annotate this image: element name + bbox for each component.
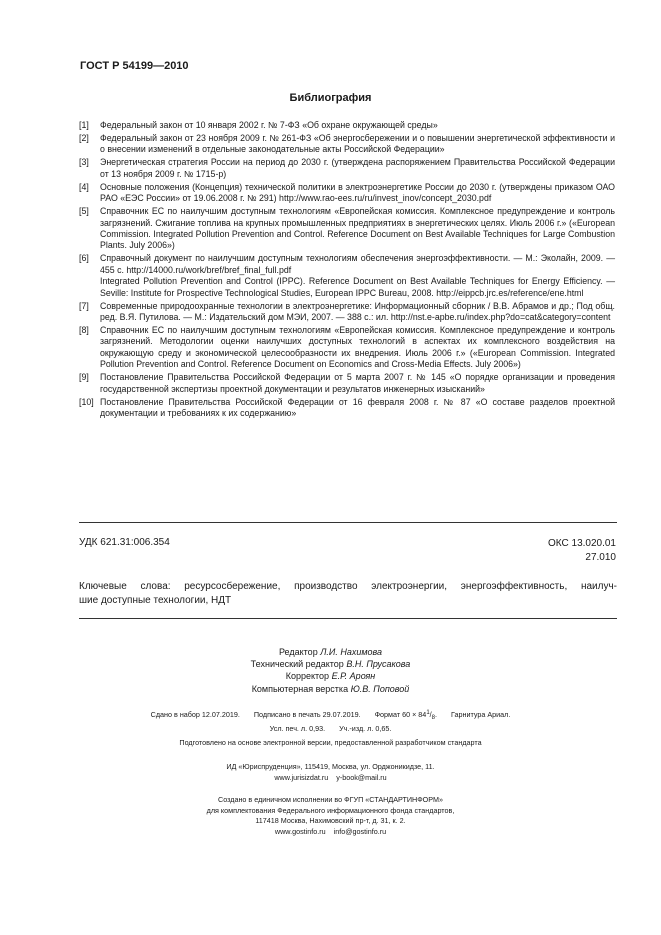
udk-code: УДК 621.31:006.354 xyxy=(79,537,170,548)
bibliography-entry xyxy=(79,253,615,299)
bibliography-title: Библиография xyxy=(289,92,372,104)
bibliography-entry-number: [8] xyxy=(79,325,89,336)
oks-line-1: ОКС 13.020.01 xyxy=(548,538,616,549)
oks-code xyxy=(548,537,616,565)
imprint-row-1: Сдано в набор 12.07.2019. Подписано в печать 29.07.2019. Формат $60 \times 84^1/_8$. Гарнитура Ариал. xyxy=(150,710,511,721)
bibliography-entry-number: [2] xyxy=(79,133,89,143)
publisher-contacts xyxy=(0,773,661,784)
credits-block xyxy=(0,646,661,695)
imprint-format-suffix: . xyxy=(435,710,437,719)
credit-tech-editor-label: Технический редактор xyxy=(250,659,344,670)
imprint-row-2 xyxy=(0,724,661,735)
created-line-2: для комплектования Федерального информационного фонда стандартов, xyxy=(206,805,455,815)
created-line-1: Создано в единичном исполнении во ФГУП «СТАНДАРТИНФОРМ» xyxy=(218,795,443,804)
bibliography-list xyxy=(79,120,615,421)
publisher-site-link[interactable]: www.jurisizdat.ru xyxy=(274,772,329,782)
bibliography-entry-text: Постановление Правительства Российской Федерации от 5 марта 2007 г. № 145 «О порядке организации и проведения государственной экспертизы проектной документации и результатов инженерных изысканий» xyxy=(100,372,615,394)
bibliography-entry xyxy=(79,206,615,252)
credit-corrector xyxy=(0,670,661,682)
credit-corrector-label: Корректор xyxy=(285,671,330,682)
bibliography-entry-text: Integrated Pollution Prevention and Control (IPPC). Reference Document on Best Available Techniques for Energy Efficiency. — Seville: Institute for Prospective Technological Studies, European IPPC Bureau, 2008. http://eippcb.jrc.es/reference/ene.html xyxy=(100,276,615,298)
imprint-sign-date: Подписано в печать 29.07.2019. xyxy=(253,710,361,719)
credit-editor xyxy=(0,646,661,658)
imprint-set-date: Сдано в набор 12.07.2019. xyxy=(150,710,240,719)
credit-tech-editor xyxy=(0,658,661,670)
credit-corrector-name: Е.Р. Ароян xyxy=(331,671,376,682)
bibliography-entry-number: [7] xyxy=(79,300,89,311)
created-email-link[interactable]: info@gostinfo.ru xyxy=(333,826,387,836)
bibliography-entry-number: [9] xyxy=(79,372,89,383)
standard-header: ГОСТ Р 54199—2010 xyxy=(80,60,189,72)
bibliography-entry xyxy=(79,157,615,180)
divider-bottom xyxy=(79,618,617,619)
bibliography-entry-text: Федеральный закон от 10 января 2002 г. № 7-ФЗ «Об охране окружающей среды» xyxy=(100,120,438,130)
created-contacts xyxy=(0,827,661,838)
bibliography-entry-number: [4] xyxy=(79,181,89,192)
bibliography-entry-text: Справочный документ по наилучшим доступным технологиям обеспечения энергоэффективности. — М.: Эколайн, 2009. — 455 с. http://14000.ru/work/bref/bref_final_full.pdf xyxy=(100,253,615,275)
imprint-prepared: Подготовлено на основе электронной версии, предоставленной разработчиком стандарта xyxy=(179,738,482,747)
bibliography-entry-text: Современные природоохранные технологии в электроэнергетике: Информационный сборник / В.В. Абрамов и др.; Под общ. ред. В.Я. Путилова. — М.: Издательский дом МЭИ, 2007. — 388 с.: ил. http://nst.e-apbe.ru/index.php?do=cat&category=content xyxy=(100,300,615,323)
publisher-block xyxy=(0,762,661,783)
bibliography-entry-text: Основные положения (Концепция) технической политики в электроэнергетике России до 2030 г. (утверждены приказом ОАО РАО «ЕЭС России» от 19.06.2008 г. № 291) http://www.rao-ees.ru/ru/invest_inov/concept_2030.pdf xyxy=(100,181,615,204)
credit-layout-name: Ю.В. Поповой xyxy=(350,683,410,694)
oks-line-2: 27.010 xyxy=(585,552,616,563)
imprint-format: Формат 60 × 84 xyxy=(374,710,427,719)
credit-tech-editor-name: В.Н. Прусакова xyxy=(346,659,411,670)
bibliography-entry xyxy=(79,133,615,156)
credit-editor-name: Л.И. Нахимова xyxy=(320,647,383,657)
bibliography-entry-text: Энергетическая стратегия России на период до 2030 г. (утверждена распоряжением Правительства Российской Федерации от 13 ноября 2009 г. № 1715-р) xyxy=(100,157,615,179)
keywords xyxy=(79,580,617,608)
created-line-3: 117418 Москва, Нахимовский пр-т, д. 31, к. 2. xyxy=(255,816,406,825)
bibliography-entry xyxy=(79,182,615,205)
bibliography-entry xyxy=(79,397,615,420)
publisher-email-link[interactable]: y-book@mail.ru xyxy=(336,772,387,782)
bibliography-entry xyxy=(79,120,615,131)
imprint-print-sheets: Усл. печ. л. 0,93. xyxy=(269,723,326,733)
bibliography-entry xyxy=(79,325,615,371)
imprint-format-num: 1 xyxy=(426,710,430,716)
bibliography-entry-text: Постановление Правительства Российской Федерации от 16 февраля 2008 г. № 87 «О составе разделов проектной документации и требованиях к их содержанию» xyxy=(100,396,615,419)
bibliography-entry-number: [10] xyxy=(79,396,94,407)
keywords-line-2: шие доступные технологии, НДТ xyxy=(79,595,232,606)
credit-layout xyxy=(0,683,661,695)
bibliography-entry-number: [1] xyxy=(79,120,89,130)
keywords-line-1: Ключевые слова: ресурсосбережение, производство электроэнергии, энергоэффективность, наилуч- xyxy=(79,581,617,592)
bibliography-entry xyxy=(79,372,615,395)
imprint-font: Гарнитура Ариал. xyxy=(451,710,511,719)
bibliography-entry-number: [6] xyxy=(79,253,89,264)
created-site-link[interactable]: www.gostinfo.ru xyxy=(274,826,326,836)
imprint-pub-sheets: Уч.-изд. л. 0,65. xyxy=(339,723,392,733)
credit-editor-label: Редактор xyxy=(278,647,318,657)
imprint-print-data xyxy=(0,708,661,734)
bibliography-entry-number: [3] xyxy=(79,157,89,168)
divider-top xyxy=(79,522,617,523)
bibliography-entry xyxy=(79,301,615,324)
imprint-format-den: 8 xyxy=(431,715,435,721)
created-block xyxy=(0,795,661,837)
bibliography-entry-number: [5] xyxy=(79,206,89,217)
credit-layout-label: Компьютерная верстка xyxy=(251,683,349,694)
bibliography-entry-text: Справочник ЕС по наилучшим доступным технологиям «Европейская комиссия. Комплексное предупреждение и контроль загрязнений. Сжигание топлива на крупных промышленных предприятиях в энергетических целях. Июль 2006 г.» («European Commission. Integrated Pollution Prevention and Control. Reference Document on Best Available Techniques for Large Combustion Plants. July 2006») xyxy=(100,206,615,251)
publisher-address: ИД «Юриспруденция», 115419, Москва, ул. Орджоникидзе, 11. xyxy=(226,762,435,771)
bibliography-entry-text: Справочник ЕС по наилучшим доступным технологиям «Европейская комиссия. Комплексное предупреждение и контроль загрязнений. Методологии оценки наилучших доступных технологий в аспектах их комплексного воздействия на окружающую среду и экономической целесообразности их внедрения. Июль 2006 г.» («European Commission. Integrated Pollution Prevention and Control. Reference Document on Economics and Cross-Media Effects. July 2006») xyxy=(100,325,615,370)
bibliography-entry-text: Федеральный закон от 23 ноября 2009 г. № 261-ФЗ «Об энергосбережении и о повышении энергетической эффективности и о внесении изменений в отдельные законодательные акты Российской Федерации» xyxy=(100,133,615,155)
